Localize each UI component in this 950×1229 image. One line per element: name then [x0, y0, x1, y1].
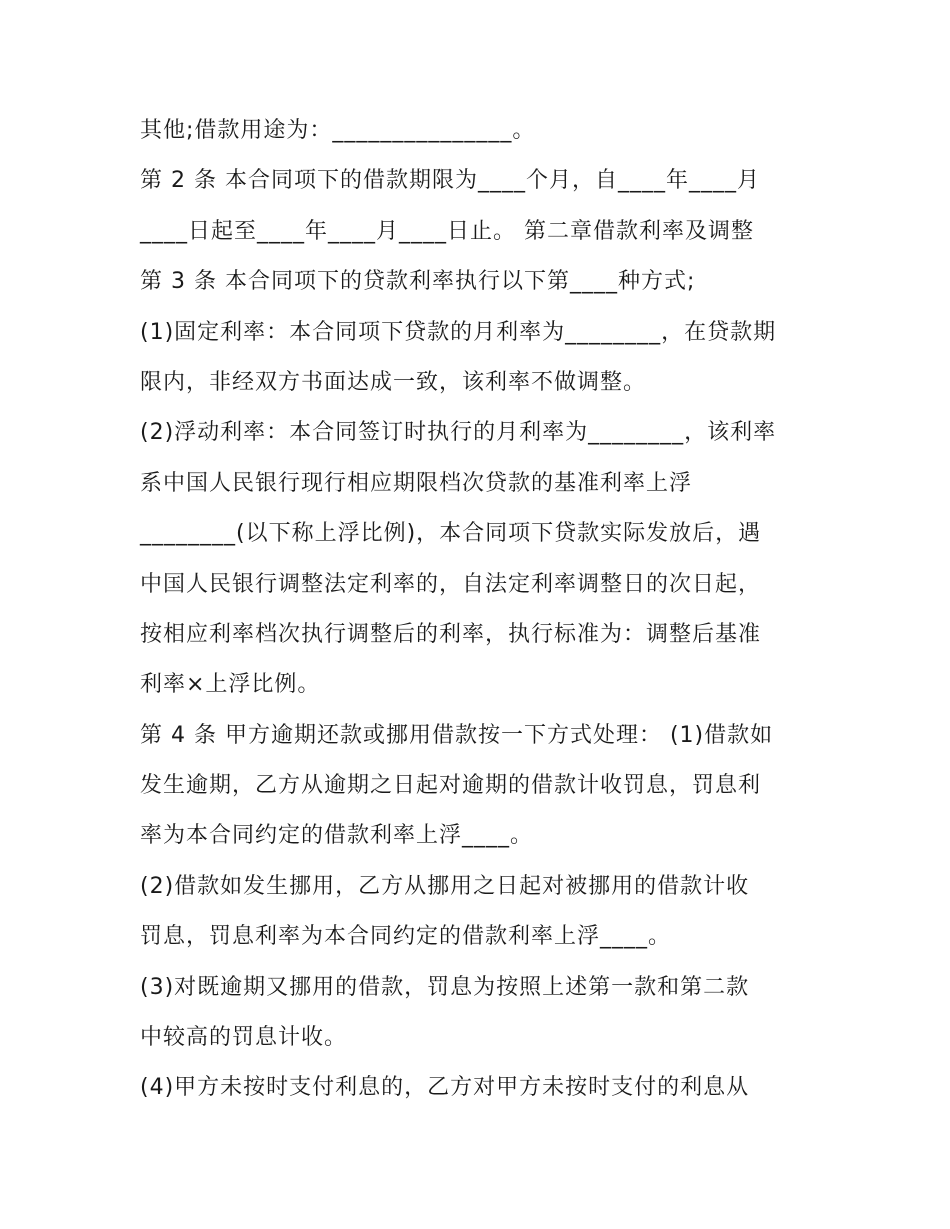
text-line: 按相应利率档次执行调整后的利率，执行标准为：调整后基准 — [140, 621, 762, 647]
text-line: 发生逾期，乙方从逾期之日起对逾期的借款计收罚息，罚息利 — [140, 773, 762, 799]
text-line: 罚息，罚息利率为本合同约定的借款利率上浮____。 — [140, 924, 672, 950]
text-line: 利率×上浮比例。 — [140, 672, 321, 698]
text-line: 中国人民银行调整法定利率的，自法定利率调整日的次日起， — [140, 571, 762, 597]
text-line: (2)借款如发生挪用，乙方从挪用之日起对被挪用的借款计收 — [140, 873, 750, 899]
text-line: 率为本合同约定的借款利率上浮____。 — [140, 823, 534, 849]
text-line: 其他;借款用途为：_______________。 — [140, 118, 536, 143]
text-line: (3)对既逾期又挪用的借款，罚息为按照上述第一款和第二款 — [140, 974, 750, 1000]
text-line: 限内，非经双方书面达成一致，该利率不做调整。 — [140, 369, 647, 395]
text-line: 中较高的罚息计收。 — [140, 1025, 348, 1051]
document-body — [140, 106, 820, 1114]
text-line: (2)浮动利率：本合同签订时执行的月利率为________，该利率 — [140, 420, 777, 446]
text-line: 第 2 条 本合同项下的借款期限为____个月，自____年____月 — [140, 168, 760, 194]
text-line: 第 3 条 本合同项下的贷款利率执行以下第____种方式; — [140, 269, 696, 295]
text-line: (4)甲方未按时支付利息的，乙方对甲方未按时支付的利息从 — [140, 1075, 750, 1101]
text-line: ____日起至____年____月____日止。 第二章借款利率及调整 — [140, 218, 754, 244]
text-line: 第 4 条 甲方逾期还款或挪用借款按一下方式处理： (1)借款如 — [140, 722, 774, 748]
text-line: ________(以下称上浮比例)，本合同项下贷款实际发放后，遇 — [140, 521, 762, 547]
text-line: 系中国人民银行现行相应期限档次贷款的基准利率上浮 — [140, 470, 693, 496]
text-line: (1)固定利率：本合同项下贷款的月利率为________，在贷款期 — [140, 319, 777, 345]
